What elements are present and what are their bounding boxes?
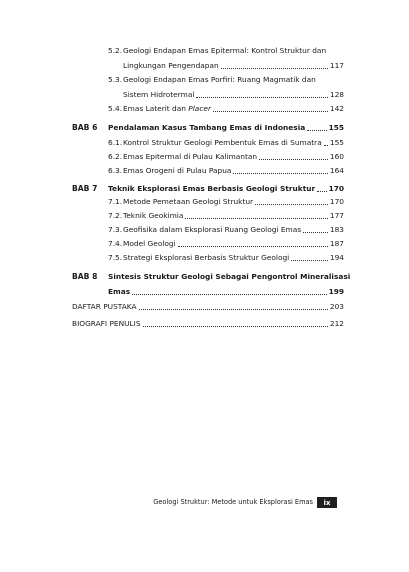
toc-chapter-8[interactable] (108, 286, 344, 297)
toc-page-number: 160 (329, 152, 344, 161)
toc-page-number: 183 (329, 225, 344, 234)
toc-entry-6-1[interactable] (108, 137, 344, 148)
toc-chapter-title: Pendalaman Kasus Tambang Emas di Indonesia (108, 123, 306, 132)
dot-leader (185, 217, 328, 219)
toc-entry-5-2[interactable] (123, 60, 344, 71)
toc-biografi-penulis[interactable] (72, 318, 344, 329)
dot-leader (178, 245, 328, 247)
toc-entry-5-3-line1 (108, 74, 334, 85)
toc-entry-title: BIOGRAFI PENULIS (72, 319, 141, 328)
chapter-label: BAB 8 (72, 272, 98, 281)
toc-entry-7-3[interactable] (108, 224, 344, 235)
toc-entry-number: 7.5. (108, 253, 123, 262)
toc-page-number: 170 (328, 184, 344, 193)
dot-leader (291, 259, 328, 261)
toc-page-number: 212 (329, 319, 344, 328)
dot-leader (307, 129, 326, 131)
toc-daftar-pustaka[interactable] (72, 301, 344, 312)
chapter-label: BAB 7 (72, 184, 98, 193)
toc-entry-title: Strategi Eksplorasi Berbasis Struktur Geologi (123, 253, 290, 262)
toc-entry-number: 5.3. (108, 75, 123, 84)
toc-entry-number: 7.1. (108, 197, 123, 206)
toc-entry-title: Geofisika dalam Eksplorasi Ruang Geologi Emas (123, 225, 302, 234)
page-number-badge: ix (317, 497, 337, 508)
toc-page-number: 155 (329, 138, 344, 147)
dot-leader (213, 110, 328, 112)
toc-entry-number: 6.3. (108, 166, 123, 175)
toc-entry-5-4[interactable] (108, 103, 344, 114)
toc-entry-title: Teknik Geokimia (123, 211, 184, 220)
toc-entry-title: DAFTAR PUSTAKA (72, 302, 137, 311)
toc-entry-title: Geologi Endapan Emas Epitermal: Kontrol Struktur dan (123, 46, 327, 55)
toc-page-number: 117 (329, 61, 344, 70)
dot-leader (255, 203, 328, 205)
toc-entry-7-4[interactable] (108, 238, 344, 249)
toc-entry-title: Emas Orogeni di Pulau Papua (123, 166, 232, 175)
toc-entry-title-italic: Placer (188, 104, 211, 113)
toc-page-number: 177 (329, 211, 344, 220)
toc-page-number: 187 (329, 239, 344, 248)
toc-entry-number: 5.4. (108, 104, 123, 113)
toc-entry-title: Emas Laterit dan Placer (123, 104, 211, 113)
toc-page-number: 164 (329, 166, 344, 175)
dot-leader (132, 293, 326, 295)
toc-entry-5-2-line1 (108, 45, 334, 56)
toc-entry-title: Kontrol Struktur Geologi Pembentuk Emas di Sumatra (123, 138, 322, 147)
toc-chapter-title: Sintesis Struktur Geologi Sebagai Pengontrol Mineralisasi (108, 272, 351, 281)
toc-entry-number: 6.1. (108, 138, 123, 147)
dot-leader (196, 96, 327, 98)
toc-page-number: 128 (329, 90, 344, 99)
toc-entry-6-2[interactable] (108, 151, 344, 162)
dot-leader (143, 325, 328, 327)
toc-entry-title: Geologi Endapan Emas Porfiri: Ruang Magmatik dan (123, 75, 316, 84)
toc-chapter-7[interactable] (108, 183, 344, 194)
dot-leader (324, 144, 328, 146)
toc-entry-7-2[interactable] (108, 210, 344, 221)
toc-entry-title: Model Geologi (123, 239, 176, 248)
toc-entry-6-3[interactable] (108, 165, 344, 176)
dot-leader (139, 308, 328, 310)
dot-leader (259, 158, 328, 160)
toc-entry-7-1[interactable] (108, 196, 344, 207)
footer-book-title: Geologi Struktur: Metode untuk Eksplorasi Emas (153, 498, 313, 506)
toc-chapter-title: Teknik Eksplorasi Emas Berbasis Geologi Struktur (108, 184, 316, 193)
dot-leader (303, 231, 328, 233)
toc-entry-5-3[interactable] (123, 89, 344, 100)
toc-page-number: 155 (328, 123, 344, 132)
dot-leader (233, 172, 327, 174)
toc-chapter-title: Emas (108, 287, 131, 296)
page-footer (153, 496, 337, 508)
toc-entry-title: Metode Pemetaan Geologi Struktur (123, 197, 254, 206)
toc-page-number: 170 (329, 197, 344, 206)
toc-entry-number: 7.3. (108, 225, 123, 234)
toc-page-number: 199 (328, 287, 344, 296)
toc-page-number: 142 (329, 104, 344, 113)
toc-entry-title: Emas Epitermal di Pulau Kalimantan (123, 152, 258, 161)
toc-entry-number: 7.4. (108, 239, 123, 248)
toc-chapter-8-line1 (108, 271, 351, 282)
toc-entry-number: 5.2. (108, 46, 123, 55)
toc-entry-number: 7.2. (108, 211, 123, 220)
toc-chapter-6[interactable] (108, 122, 344, 133)
toc-page-number: 194 (329, 253, 344, 262)
dot-leader (221, 67, 328, 69)
dot-leader (317, 190, 326, 192)
chapter-label: BAB 6 (72, 123, 98, 132)
toc-entry-title: Sistem Hidrotermal (123, 90, 195, 99)
toc-entry-7-5[interactable] (108, 252, 344, 263)
toc-entry-number: 6.2. (108, 152, 123, 161)
toc-entry-title: Lingkungan Pengendapan (123, 61, 219, 70)
toc-page-number: 203 (329, 302, 344, 311)
